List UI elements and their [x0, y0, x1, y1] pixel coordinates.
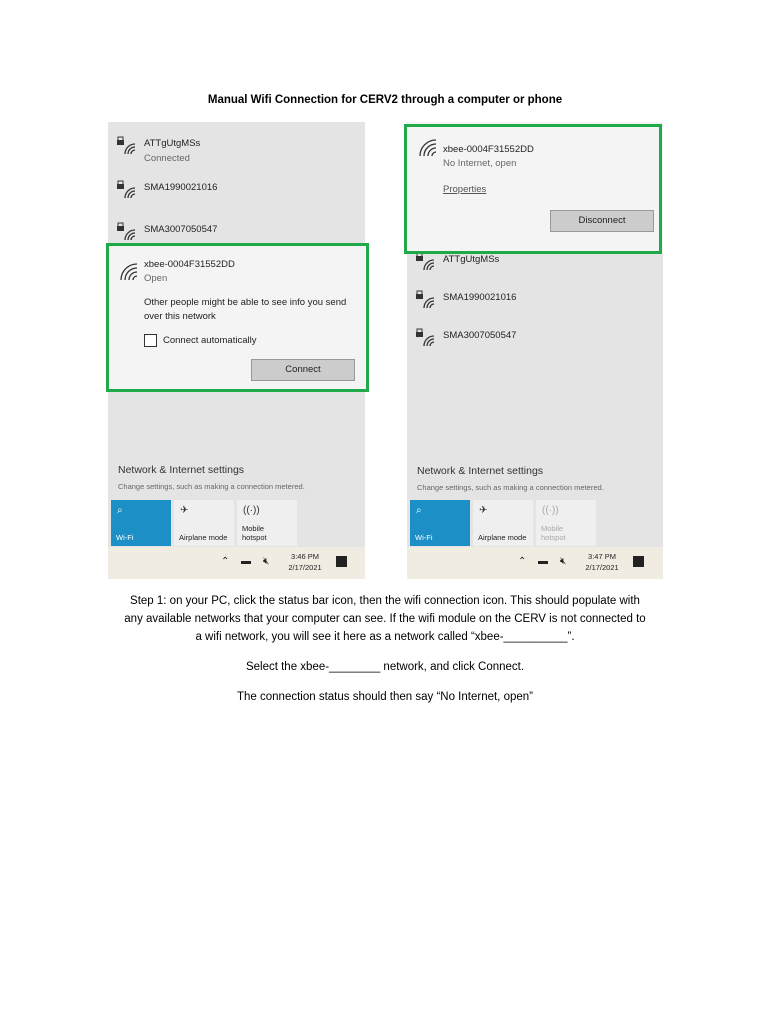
step1-line-1: Step 1: on your PC, click the status bar icon, then the wifi connection icon. This should populate with: [130, 595, 640, 607]
network-item-sma1990021016[interactable]: [108, 166, 365, 202]
taskbar: [108, 547, 365, 579]
network-item-sma3007050547[interactable]: [407, 314, 663, 350]
network-warning-text: Other people might be able to see info you send over this network: [144, 297, 347, 322]
network-settings-subtitle: Change settings, such as making a connection metered.: [118, 482, 305, 491]
highlight-box-disconnect: [404, 124, 662, 254]
time-text: 3:47 PM: [588, 552, 616, 561]
battery-icon[interactable]: ▬: [538, 556, 548, 567]
network-name: SMA1990021016: [144, 182, 218, 193]
wifi-icon: ⌕: [416, 505, 422, 516]
quick-action-tiles: [407, 500, 607, 546]
tile-label: Mobile hotspot: [242, 524, 267, 542]
disconnect-button[interactable]: Disconnect: [550, 210, 654, 232]
date-text: 2/17/2021: [585, 563, 619, 572]
wifi-secured-icon: [116, 134, 138, 156]
step1-line-3: a wifi network, you will see it here as a network called “xbee-__________”.: [195, 631, 575, 643]
notification-icon[interactable]: [336, 556, 347, 567]
chevron-up-icon[interactable]: ⌃: [518, 556, 527, 567]
tile-label: Airplane mode: [179, 533, 228, 542]
network-settings-link[interactable]: Network & Internet settings: [118, 464, 245, 476]
document-title: Manual Wifi Connection for CERV2 through a computer or phone: [207, 94, 563, 106]
taskbar: [407, 547, 663, 579]
network-item-sma3007050547[interactable]: [108, 208, 365, 244]
network-name: xbee-0004F31552DD: [144, 259, 235, 270]
tile-label: Airplane mode: [478, 533, 527, 542]
time-text: 3:46 PM: [291, 552, 319, 561]
network-status: No Internet, open: [443, 158, 517, 169]
highlight-box-connect: [106, 243, 369, 392]
hotspot-icon: ((·)): [542, 505, 559, 516]
step1-line-2: any available networks that your computer can see. If the wifi module on the CERV is not connected to: [124, 613, 646, 625]
network-name: SMA3007050547: [144, 224, 218, 235]
network-status: Open: [144, 273, 168, 284]
airplane-icon: ✈: [180, 505, 189, 516]
network-settings-link[interactable]: Network & Internet settings: [417, 465, 544, 477]
select-instruction: Select the xbee-________ network, and click Connect.: [245, 661, 525, 673]
mobile-hotspot-tile[interactable]: [536, 500, 596, 546]
network-name: xbee-0004F31552DD: [443, 144, 534, 155]
volume-muted-icon[interactable]: 🔇︎: [560, 556, 567, 567]
checkbox-label: Connect automatically: [163, 335, 257, 346]
wifi-secured-icon: [116, 178, 138, 200]
network-name: SMA1990021016: [443, 292, 517, 303]
battery-icon[interactable]: ▬: [241, 556, 251, 567]
tile-label: Mobile hotspot: [541, 524, 566, 542]
network-settings-subtitle: Change settings, such as making a connection metered.: [417, 483, 604, 492]
airplane-mode-tile[interactable]: [174, 500, 234, 546]
network-name: ATTgUtgMSs: [443, 254, 500, 265]
properties-link[interactable]: Properties: [443, 184, 487, 195]
clock[interactable]: [582, 551, 622, 573]
wifi-secured-icon: [415, 326, 437, 348]
network-status: Connected: [144, 153, 190, 164]
volume-muted-icon[interactable]: 🔇︎: [263, 556, 270, 567]
hotspot-icon: ((·)): [243, 505, 260, 516]
clock[interactable]: [285, 551, 325, 573]
tile-label: Wi-Fi: [415, 533, 433, 542]
wifi-tile[interactable]: [111, 500, 171, 546]
status-instruction: The connection status should then say “No Internet, open”: [237, 691, 533, 703]
airplane-mode-tile[interactable]: [473, 500, 533, 546]
notification-icon[interactable]: [633, 556, 644, 567]
airplane-icon: ✈: [479, 505, 488, 516]
mobile-hotspot-tile[interactable]: [237, 500, 297, 546]
wifi-secured-icon: [116, 220, 138, 242]
network-item-attgutgmss[interactable]: [108, 122, 365, 164]
wifi-icon: ⌕: [117, 505, 123, 516]
tile-label: Wi-Fi: [116, 533, 134, 542]
network-item-sma1990021016[interactable]: [407, 276, 663, 312]
wifi-secured-icon: [415, 288, 437, 310]
wifi-tile[interactable]: [410, 500, 470, 546]
chevron-up-icon[interactable]: ⌃: [221, 556, 230, 567]
network-name: ATTgUtgMSs: [144, 138, 201, 149]
quick-action-tiles: [108, 500, 308, 546]
date-text: 2/17/2021: [288, 563, 322, 572]
network-name: SMA3007050547: [443, 330, 517, 341]
connect-button[interactable]: Connect: [251, 359, 355, 381]
